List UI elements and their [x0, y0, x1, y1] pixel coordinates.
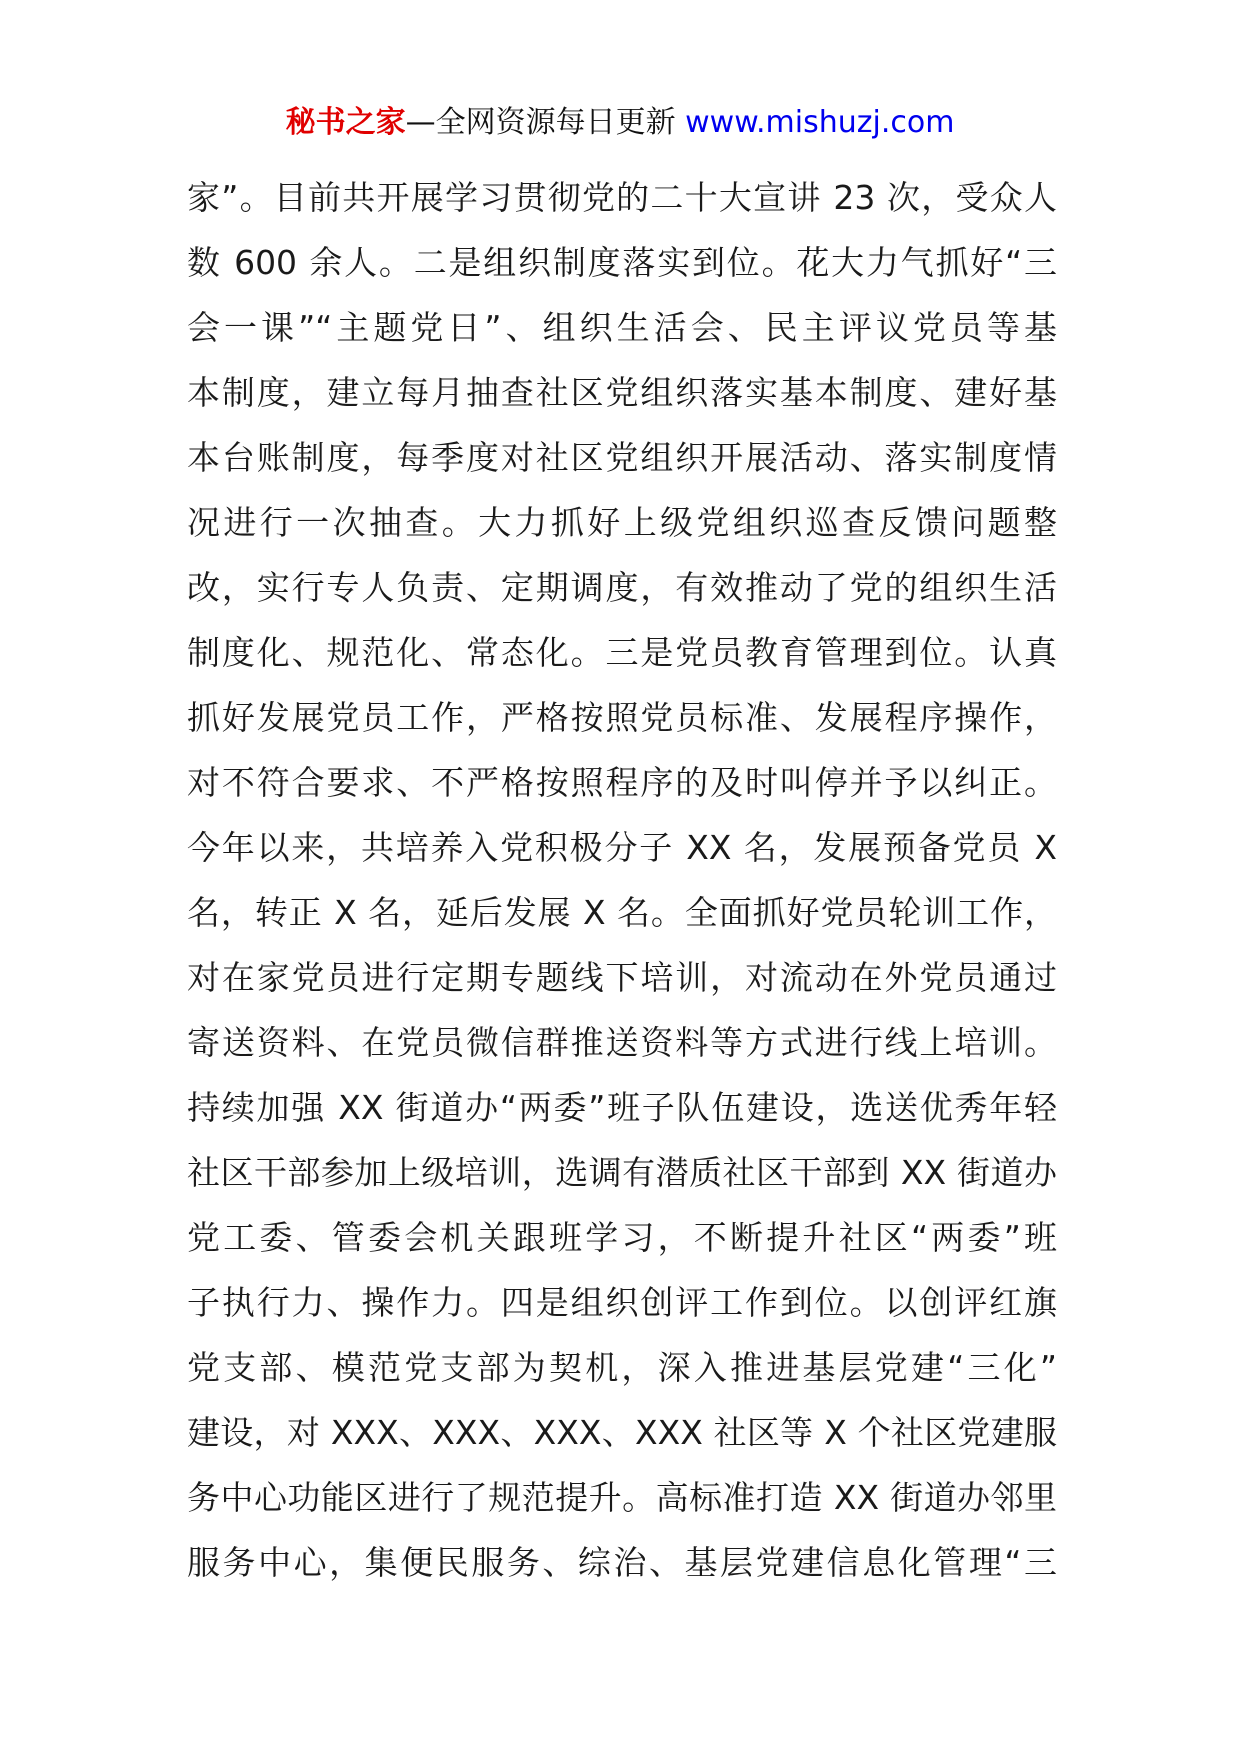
text-line: 子执行力、操作力。四是组织创评工作到位。以创评红旗	[187, 1283, 1057, 1322]
text-line: 持续加强 XX 街道办“两委”班子队伍建设，选送优秀年轻	[187, 1088, 1057, 1127]
text-line: 况进行一次抽查。大力抓好上级党组织巡查反馈问题整	[187, 503, 1057, 542]
document-body	[187, 165, 1057, 1595]
text-line: 对不符合要求、不严格按照程序的及时叫停并予以纠正。	[187, 763, 1057, 802]
text-line: 社区干部参加上级培训，选调有潜质社区干部到 XX 街道办	[187, 1153, 1057, 1192]
text-line: 寄送资料、在党员微信群推送资料等方式进行线上培训。	[187, 1023, 1057, 1062]
text-line: 家”。目前共开展学习贯彻党的二十大宣讲 23 次，受众人	[187, 178, 1057, 217]
text-line: 本台账制度，每季度对社区党组织开展活动、落实制度情	[187, 438, 1057, 477]
text-line: 改，实行专人负责、定期调度，有效推动了党的组织生活	[187, 568, 1057, 607]
header-tagline: —全网资源每日更新	[405, 105, 686, 140]
page-header	[0, 100, 1240, 146]
website-link[interactable]: www.mishuzj.com	[685, 105, 955, 140]
text-line: 服务中心，集便民服务、综治、基层党建信息化管理“三	[187, 1543, 1057, 1582]
text-line: 制度化、规范化、常态化。三是党员教育管理到位。认真	[187, 633, 1057, 672]
text-line: 务中心功能区进行了规范提升。高标准打造 XX 街道办邻里	[187, 1478, 1057, 1517]
text-line: 今年以来，共培养入党积极分子 XX 名，发展预备党员 X	[187, 828, 1057, 867]
text-line: 党工委、管委会机关跟班学习，不断提升社区“两委”班	[187, 1218, 1057, 1257]
text-line: 对在家党员进行定期专题线下培训，对流动在外党员通过	[187, 958, 1057, 997]
text-line: 名，转正 X 名，延后发展 X 名。全面抓好党员轮训工作，	[187, 893, 1057, 932]
text-line: 抓好发展党员工作，严格按照党员标准、发展程序操作，	[187, 698, 1057, 737]
brand-name: 秘书之家	[285, 105, 406, 140]
text-line: 会一课”“主题党日”、组织生活会、民主评议党员等基	[187, 308, 1057, 347]
text-line: 党支部、模范党支部为契机，深入推进基层党建“三化”	[187, 1348, 1057, 1387]
text-line: 建设，对 XXX、XXX、XXX、XXX 社区等 X 个社区党建服	[187, 1413, 1057, 1452]
text-line: 本制度，建立每月抽查社区党组织落实基本制度、建好基	[187, 373, 1057, 412]
text-line: 数 600 余人。二是组织制度落实到位。花大力气抓好“三	[187, 243, 1057, 282]
